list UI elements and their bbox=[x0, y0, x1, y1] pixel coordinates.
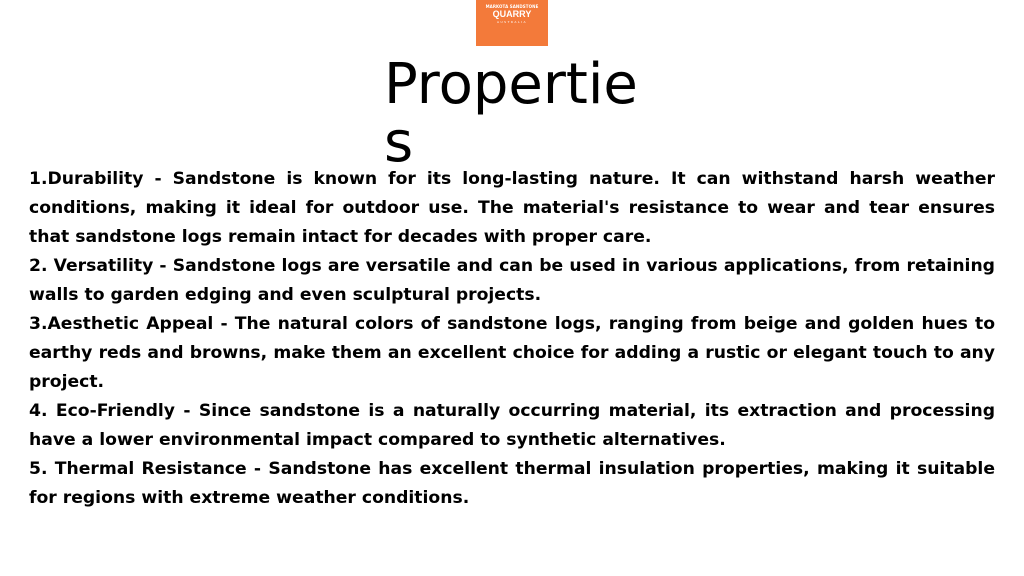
logo-quarry-text: QUARRY bbox=[492, 9, 532, 19]
company-logo bbox=[476, 0, 548, 46]
property-durability: 1.Durability - Sandstone is known for its long-lasting nature. It can withstand harsh weather conditions, making it ideal for outdoor use. The material's resistance to wear and tear ensures that sandstone logs remain intact for decades with proper care. bbox=[29, 169, 995, 247]
logo-company-name: MARKOTA SANDSTONE bbox=[485, 4, 539, 9]
property-thermal-resistance: 5. Thermal Resistance - Sandstone has excellent thermal insulation properties, making it suitable for regions with extreme weather conditions. bbox=[29, 459, 995, 508]
property-eco-friendly: 4. Eco-Friendly - Since sandstone is a naturally occurring material, its extraction and processing have a lower environmental impact compared to synthetic alternatives. bbox=[29, 401, 995, 450]
logo-country-text: AUSTRALIA bbox=[496, 20, 528, 24]
page-title: Propertie s bbox=[384, 52, 638, 175]
properties-list bbox=[29, 165, 995, 513]
property-versatility: 2. Versatility - Sandstone logs are versatile and can be used in various applications, from retaining walls to garden edging and even sculptural projects. bbox=[29, 256, 995, 305]
property-aesthetic-appeal: 3.Aesthetic Appeal - The natural colors of sandstone logs, ranging from beige and golden hues to earthy reds and browns, make them an excellent choice for adding a rustic or elegant touch to any project. bbox=[29, 314, 995, 392]
